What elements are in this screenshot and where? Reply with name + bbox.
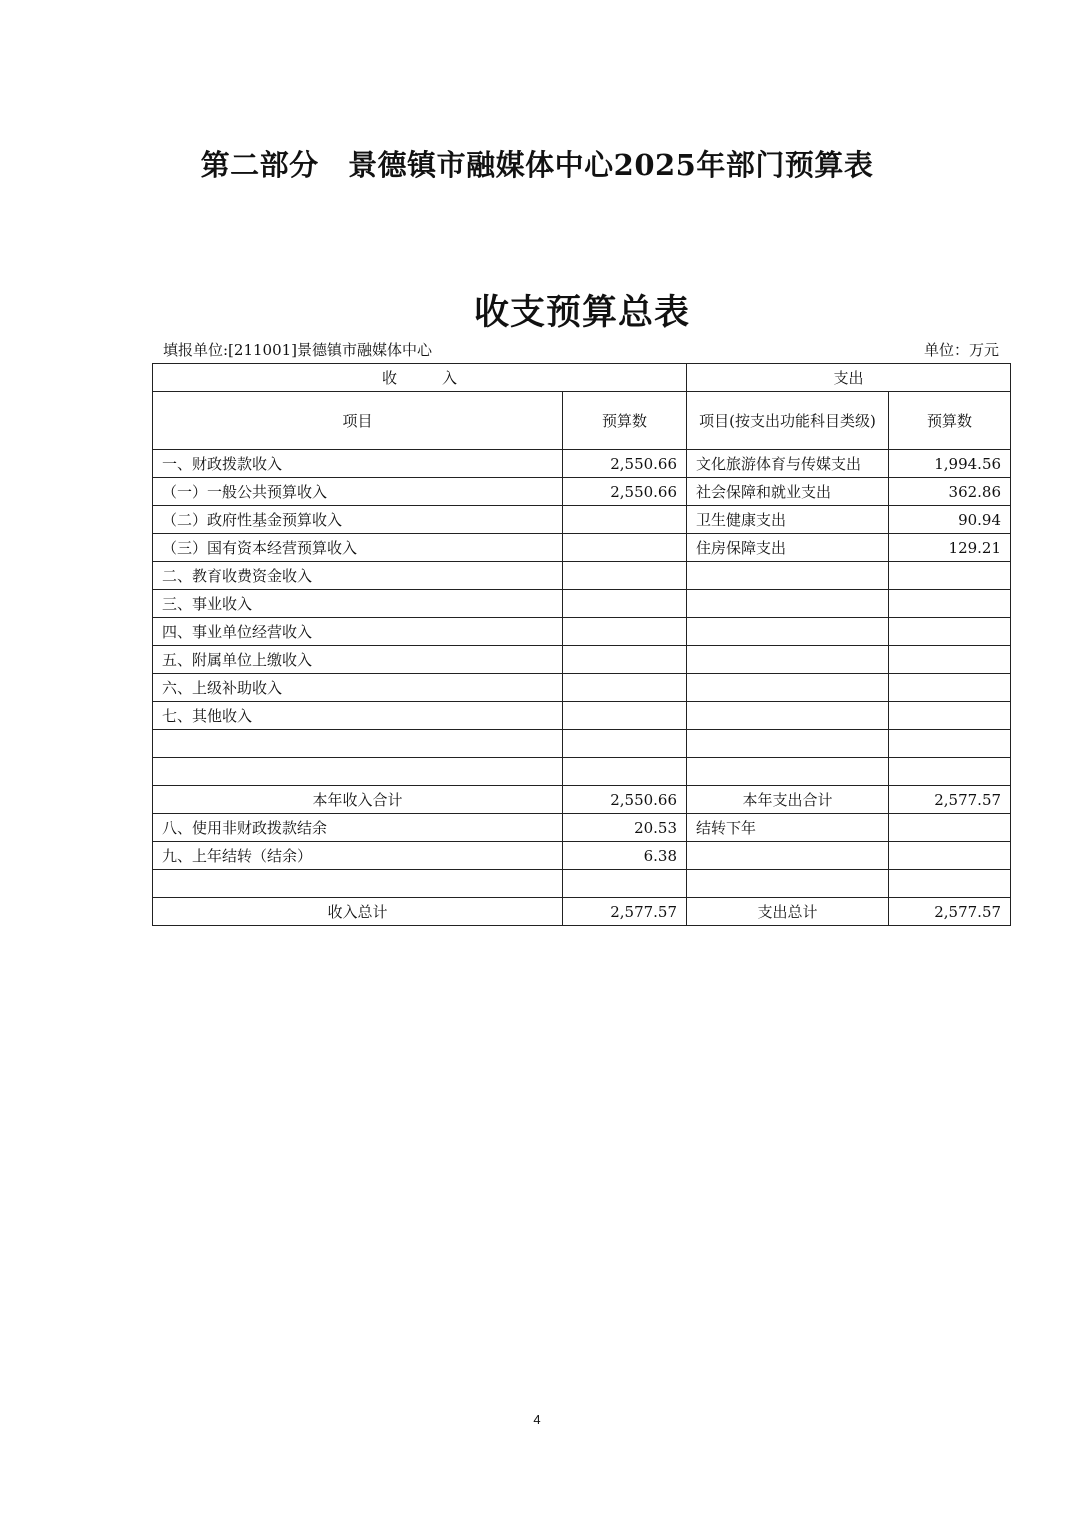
expense-item-cell <box>687 562 889 590</box>
page-number: 4 <box>533 1412 541 1427</box>
table-row <box>153 646 1011 674</box>
income-item-cell: 一、财政拨款收入 <box>153 450 563 478</box>
expense-item-cell <box>687 674 889 702</box>
expense-value-cell: 1,994.56 <box>889 450 1011 478</box>
table-row <box>153 450 1011 478</box>
header-expense-budget: 预算数 <box>889 392 1011 450</box>
income-item-cell: （三）国有资本经营预算收入 <box>153 534 563 562</box>
income-item-cell <box>153 870 563 898</box>
expense-value-cell <box>889 870 1011 898</box>
expense-value-cell <box>889 618 1011 646</box>
expense-item-cell <box>687 618 889 646</box>
table-row <box>153 534 1011 562</box>
table-row <box>153 702 1011 730</box>
income-value-cell: 2,550.66 <box>563 786 687 814</box>
table-row <box>153 618 1011 646</box>
income-item-cell: 九、上年结转（结余） <box>153 842 563 870</box>
table-row <box>153 898 1011 926</box>
table-row <box>153 786 1011 814</box>
income-item-cell: （一）一般公共预算收入 <box>153 478 563 506</box>
expense-item-cell: 住房保障支出 <box>687 534 889 562</box>
income-value-cell: 6.38 <box>563 842 687 870</box>
table-row <box>153 590 1011 618</box>
expense-item-cell <box>687 590 889 618</box>
income-value-cell <box>563 506 687 534</box>
table-row <box>153 870 1011 898</box>
income-value-cell <box>563 534 687 562</box>
income-value-cell <box>563 562 687 590</box>
unit-note: 单位：万元 <box>923 341 999 359</box>
income-value-cell: 20.53 <box>563 814 687 842</box>
table-row <box>153 562 1011 590</box>
income-value-cell <box>563 870 687 898</box>
expense-item-cell: 结转下年 <box>687 814 889 842</box>
budget-table <box>152 363 1011 926</box>
header-row-group <box>153 364 1011 392</box>
expense-item-cell <box>687 702 889 730</box>
income-value-cell <box>563 674 687 702</box>
income-item-cell: 六、上级补助收入 <box>153 674 563 702</box>
table-row <box>153 758 1011 786</box>
income-value-cell <box>563 730 687 758</box>
header-income: 收 入 <box>153 364 687 392</box>
expense-value-cell <box>889 814 1011 842</box>
expense-value-cell <box>889 562 1011 590</box>
expense-value-cell <box>889 590 1011 618</box>
income-item-cell <box>153 758 563 786</box>
expense-item-cell: 支出总计 <box>687 898 889 926</box>
income-item-cell: 三、事业收入 <box>153 590 563 618</box>
expense-item-cell <box>687 758 889 786</box>
income-value-cell: 2,550.66 <box>563 450 687 478</box>
expense-value-cell: 2,577.57 <box>889 898 1011 926</box>
table-row <box>153 842 1011 870</box>
income-value-cell <box>563 590 687 618</box>
table-row <box>153 478 1011 506</box>
table-row <box>153 814 1011 842</box>
expense-item-cell: 本年支出合计 <box>687 786 889 814</box>
income-value-cell <box>563 646 687 674</box>
expense-item-cell <box>687 842 889 870</box>
header-row-columns <box>153 392 1011 450</box>
fill-unit-label: 填报单位:[211001]景德镇市融媒体中心 <box>163 341 433 359</box>
table-row <box>153 506 1011 534</box>
income-item-cell: 二、教育收费资金收入 <box>153 562 563 590</box>
income-item-cell: （二）政府性基金预算收入 <box>153 506 563 534</box>
expense-value-cell <box>889 842 1011 870</box>
table-title: 收支预算总表 <box>473 292 690 333</box>
expense-value-cell: 129.21 <box>889 534 1011 562</box>
expense-value-cell <box>889 702 1011 730</box>
income-value-cell: 2,577.57 <box>563 898 687 926</box>
income-item-cell: 八、使用非财政拨款结余 <box>153 814 563 842</box>
income-value-cell <box>563 702 687 730</box>
expense-item-cell <box>687 730 889 758</box>
expense-item-cell: 文化旅游体育与传媒支出 <box>687 450 889 478</box>
expense-item-cell: 社会保障和就业支出 <box>687 478 889 506</box>
header-expense-item: 项目(按支出功能科目类级) <box>687 392 889 450</box>
income-value-cell: 2,550.66 <box>563 478 687 506</box>
income-value-cell <box>563 758 687 786</box>
income-item-cell: 五、附属单位上缴收入 <box>153 646 563 674</box>
expense-value-cell: 2,577.57 <box>889 786 1011 814</box>
expense-item-cell <box>687 646 889 674</box>
expense-value-cell <box>889 730 1011 758</box>
table-row <box>153 730 1011 758</box>
expense-value-cell <box>889 646 1011 674</box>
header-income-item: 项目 <box>153 392 563 450</box>
income-item-cell: 收入总计 <box>153 898 563 926</box>
income-item-cell <box>153 730 563 758</box>
income-item-cell: 本年收入合计 <box>153 786 563 814</box>
income-item-cell: 七、其他收入 <box>153 702 563 730</box>
table-row <box>153 674 1011 702</box>
expense-value-cell <box>889 674 1011 702</box>
expense-item-cell <box>687 870 889 898</box>
income-item-cell: 四、事业单位经营收入 <box>153 618 563 646</box>
header-expense: 支出 <box>687 364 1011 392</box>
income-value-cell <box>563 618 687 646</box>
expense-item-cell: 卫生健康支出 <box>687 506 889 534</box>
expense-value-cell: 90.94 <box>889 506 1011 534</box>
expense-value-cell <box>889 758 1011 786</box>
expense-value-cell: 362.86 <box>889 478 1011 506</box>
header-income-budget: 预算数 <box>563 392 687 450</box>
part-title: 第二部分 景德镇市融媒体中心2025年部门预算表 <box>200 148 874 182</box>
